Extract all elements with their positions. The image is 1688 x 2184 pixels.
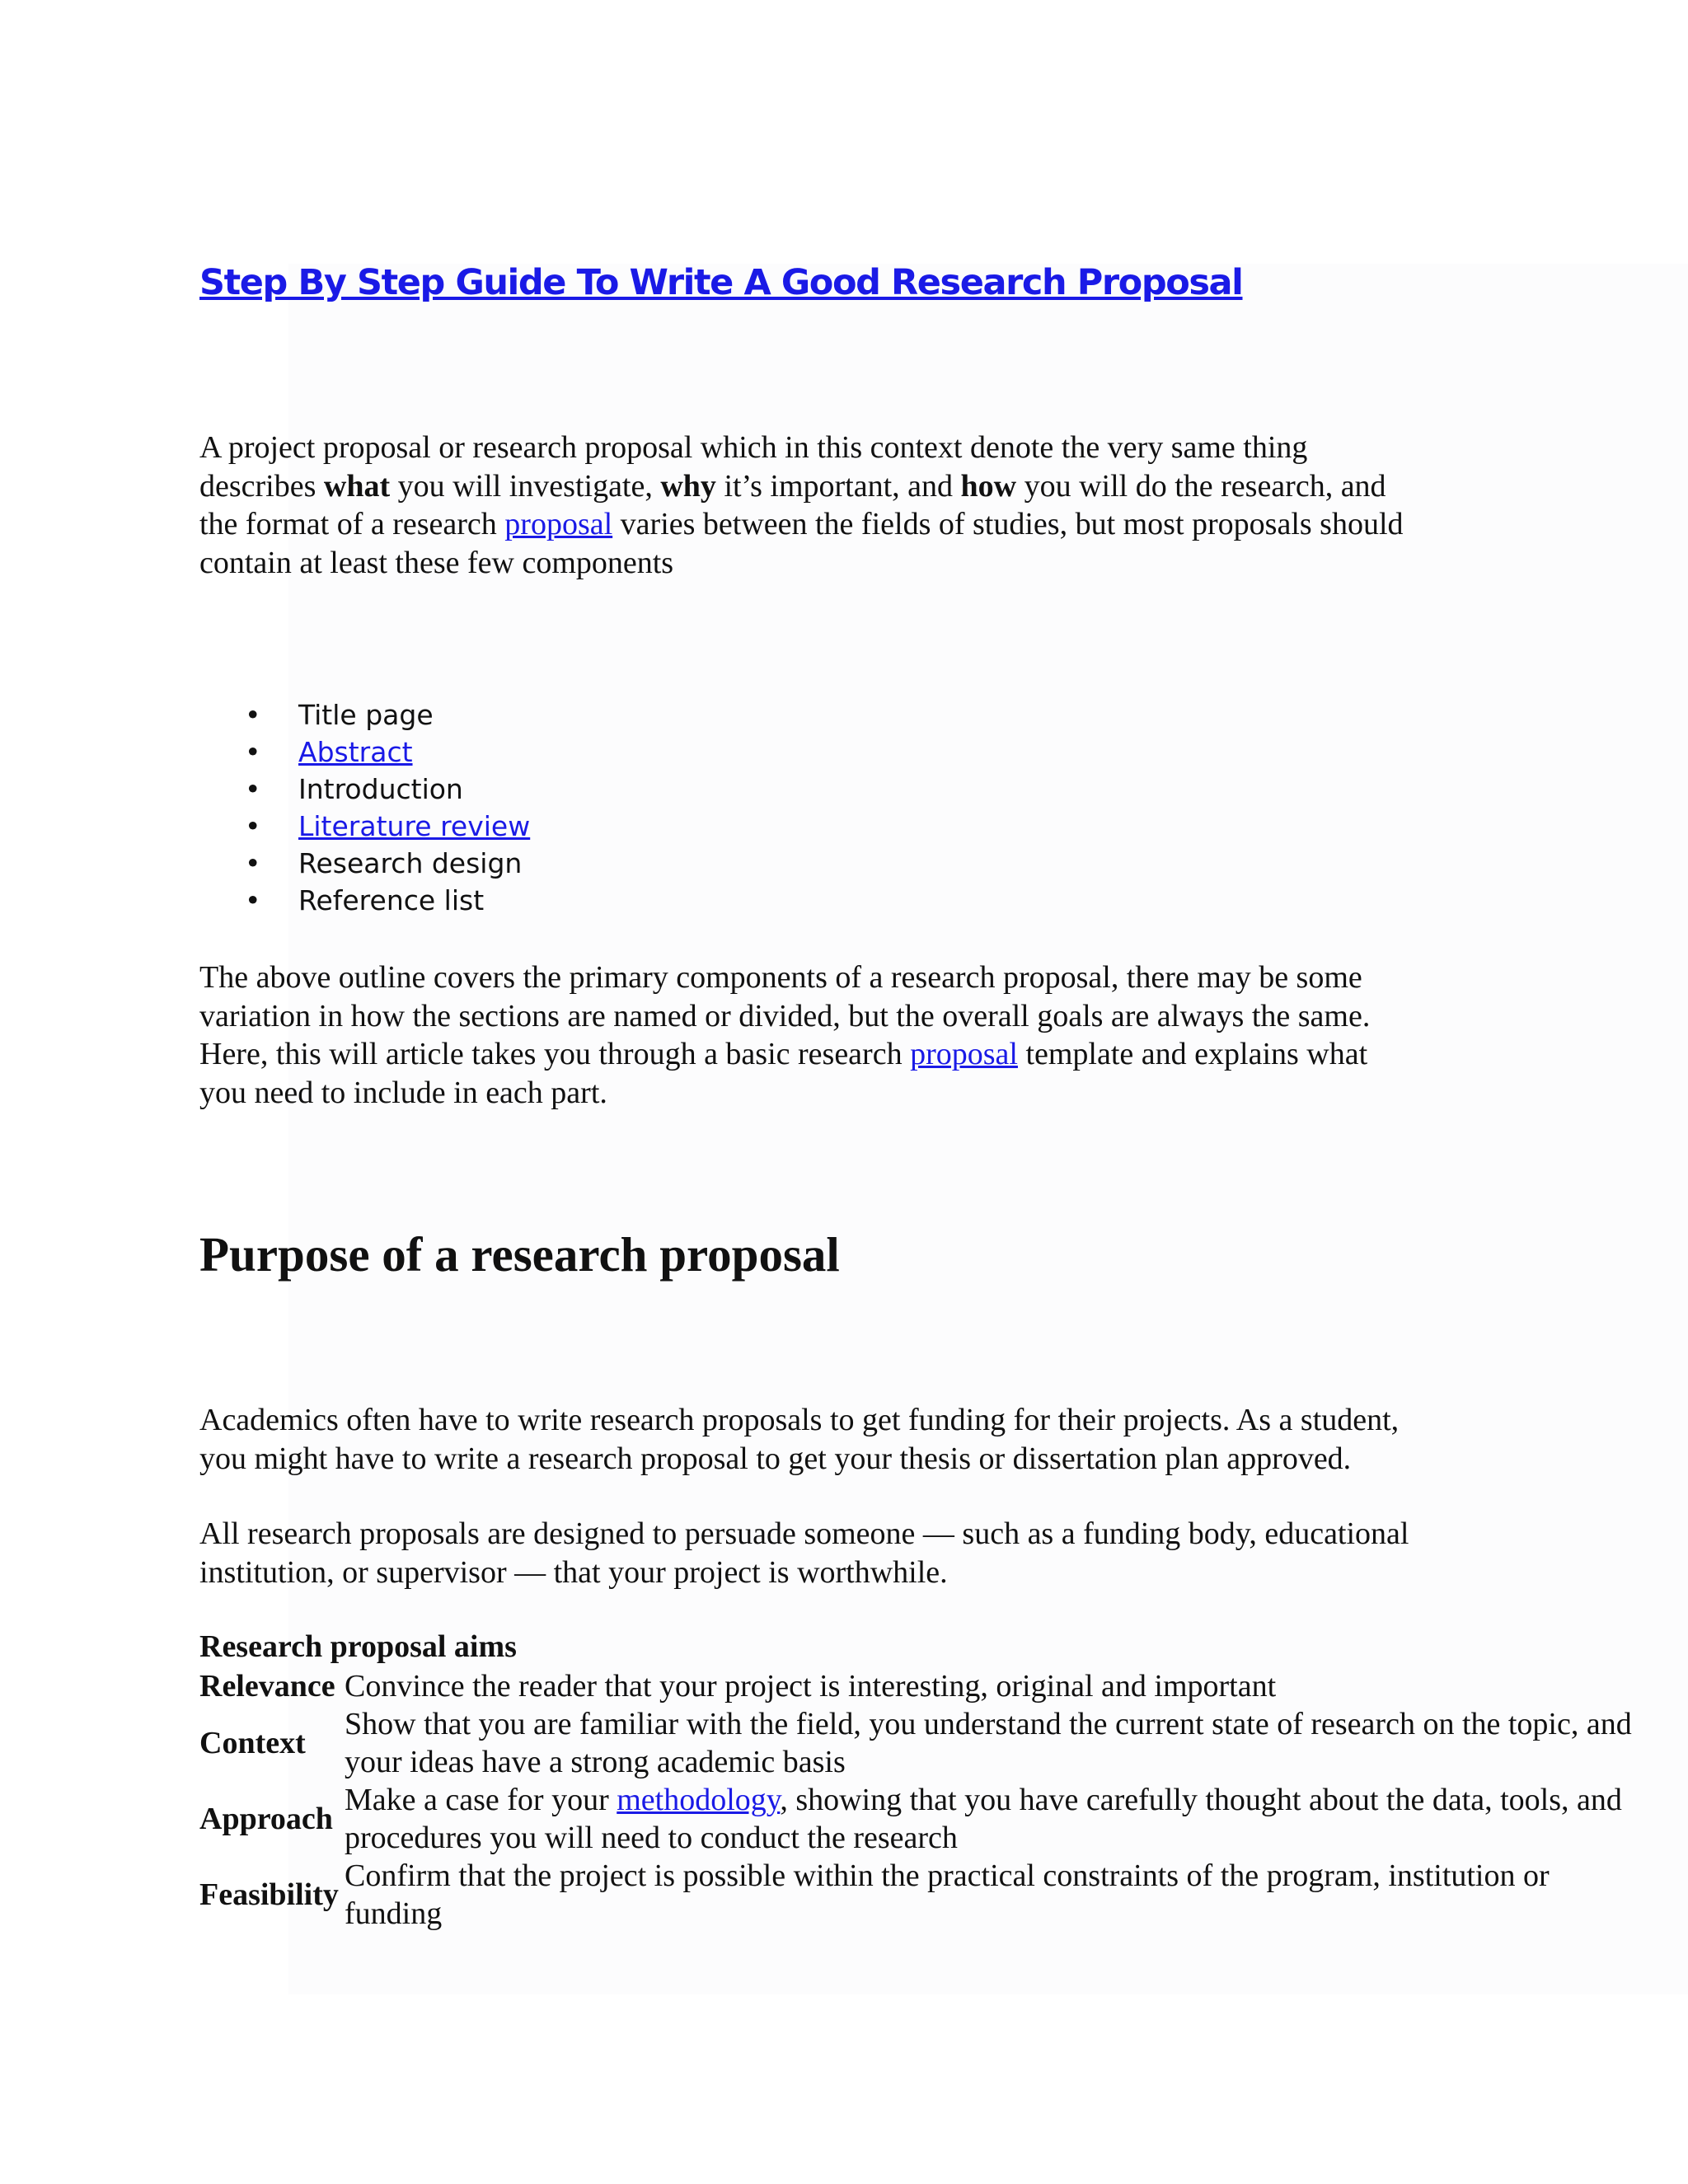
intro-paragraph xyxy=(199,429,1404,582)
aim-term: Approach xyxy=(199,1802,333,1836)
outline-text: Here, this will article takes you through a basic research xyxy=(199,1037,911,1071)
outline-line-3 xyxy=(199,1035,1370,1074)
outline-line-1: The above outline covers the primary components of a research proposal, there may be some xyxy=(199,960,1362,995)
list-item[interactable] xyxy=(199,733,530,771)
title-link[interactable]: Step By Step Guide To Write A Good Research Proposal xyxy=(199,262,1243,303)
purpose-paragraph-1 xyxy=(199,1401,1399,1478)
aim-description xyxy=(345,1781,1688,1857)
intro-line-1: A project proposal or research proposal which in this context denote the very same thing xyxy=(199,430,1308,465)
aims-title: Research proposal aims xyxy=(199,1629,517,1664)
proposal-link-2[interactable]: proposal xyxy=(910,1037,1018,1071)
aim-desc-line: funding xyxy=(345,1896,443,1931)
outline-line-2: variation in how the sections are named or divided, but the overall goals are always the same. xyxy=(199,998,1371,1033)
aim-term: Relevance xyxy=(199,1669,335,1704)
outline-text: template and explains what xyxy=(1017,1037,1368,1071)
components-list xyxy=(199,696,530,919)
literature-review-link[interactable]: Literature review xyxy=(298,810,531,842)
intro-text: varies between the fields of studies, but most proposals should xyxy=(612,507,1404,541)
list-item xyxy=(199,845,530,882)
purpose-p1-line-2: you might have to write a research proposal to get your thesis or dissertation plan approved. xyxy=(199,1441,1352,1476)
bullet-icon: • xyxy=(245,884,261,916)
list-item-label: Research design xyxy=(298,847,523,879)
abstract-link[interactable]: Abstract xyxy=(298,736,413,768)
purpose-paragraph-2 xyxy=(199,1515,1409,1591)
aim-desc-line: Confirm that the project is possible within the practical constraints of the program, institution or xyxy=(345,1858,1550,1893)
purpose-heading: Purpose of a research proposal xyxy=(199,1227,840,1282)
aims-table xyxy=(199,1667,1688,1933)
intro-line-3 xyxy=(199,505,1404,544)
aim-row-relevance xyxy=(199,1667,1688,1705)
aim-desc-line: Show that you are familiar with the field, you understand the current state of research on the topic, and xyxy=(345,1707,1632,1741)
aim-desc-line xyxy=(345,1781,1688,1819)
aim-description: Convince the reader that your project is interesting, original and important xyxy=(345,1669,1277,1704)
intro-text: the format of a research xyxy=(199,507,505,541)
aim-text: Make a case for your xyxy=(345,1783,617,1817)
list-item[interactable] xyxy=(199,808,530,845)
aim-description xyxy=(345,1857,1688,1933)
bullet-icon: • xyxy=(245,847,261,879)
intro-text: it’s important, and xyxy=(715,468,961,504)
page-title[interactable] xyxy=(199,262,1243,303)
aim-row-context xyxy=(199,1705,1688,1781)
list-item xyxy=(199,696,530,733)
outline-line-4: you need to include in each part. xyxy=(199,1075,607,1110)
list-item-label: Title page xyxy=(298,699,434,731)
intro-text: describes xyxy=(199,468,324,504)
aim-text: , showing that you have carefully thought about the data, tools, and xyxy=(780,1783,1622,1817)
purpose-p1-line-1: Academics often have to write research proposals to get funding for their projects. As a student, xyxy=(199,1403,1400,1437)
bullet-icon: • xyxy=(245,736,261,768)
purpose-p2-line-2: institution, or supervisor — that your project is worthwhile. xyxy=(199,1554,948,1590)
list-item-label: Reference list xyxy=(298,884,485,916)
purpose-p2-line-1: All research proposals are designed to persuade someone — such as a funding body, educational xyxy=(199,1516,1409,1551)
bullet-icon: • xyxy=(245,773,261,805)
aim-description xyxy=(345,1705,1688,1781)
intro-text: you will do the research, and xyxy=(1016,468,1386,504)
intro-text: you will investigate, xyxy=(390,468,661,504)
aim-desc-line: your ideas have a strong academic basis xyxy=(345,1745,846,1779)
intro-line-4: contain at least these few components xyxy=(199,545,674,580)
aim-row-feasibility xyxy=(199,1857,1688,1933)
bullet-icon: • xyxy=(245,810,261,842)
list-item xyxy=(199,882,530,919)
aim-desc-line: procedures you will need to conduct the research xyxy=(345,1821,958,1855)
aim-term: Feasibility xyxy=(199,1877,339,1912)
intro-what: what xyxy=(323,468,391,504)
outline-paragraph xyxy=(199,958,1370,1112)
aim-row-approach xyxy=(199,1781,1688,1857)
intro-why: why xyxy=(660,468,716,504)
proposal-link[interactable]: proposal xyxy=(504,507,613,541)
methodology-link[interactable]: methodology xyxy=(617,1783,781,1817)
intro-line-2 xyxy=(199,467,1404,506)
bullet-icon: • xyxy=(245,699,261,731)
list-item xyxy=(199,771,530,808)
list-item-label: Introduction xyxy=(298,773,463,805)
intro-how: how xyxy=(960,468,1017,504)
aim-term: Context xyxy=(199,1726,306,1760)
